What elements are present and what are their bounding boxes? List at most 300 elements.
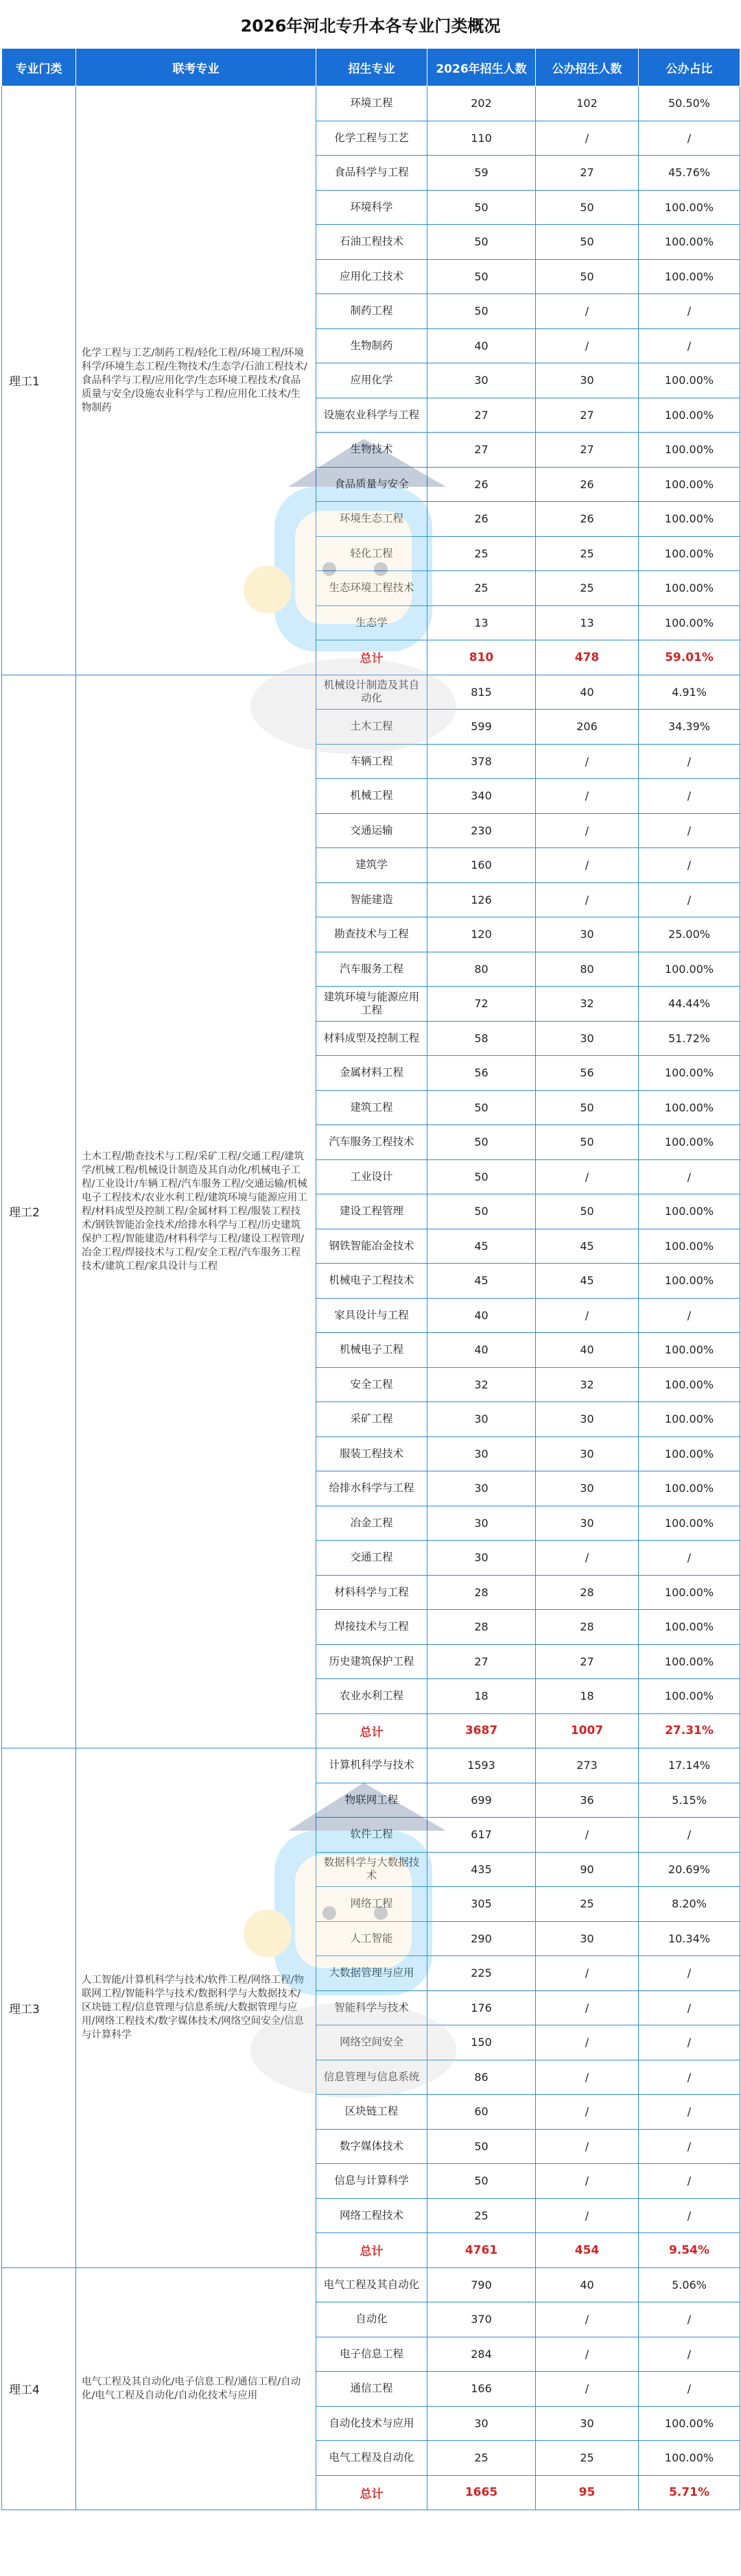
ratio-cell: / bbox=[639, 1990, 740, 2025]
major-cell: 建筑工程 bbox=[316, 1090, 427, 1125]
ratio-cell: 34.39% bbox=[639, 710, 740, 745]
public-cell: 80 bbox=[536, 952, 639, 987]
ratio-cell: 100.00% bbox=[639, 536, 740, 571]
ratio-cell: / bbox=[639, 1541, 740, 1576]
ratio-cell: 100.00% bbox=[639, 1506, 740, 1541]
public-cell: 56 bbox=[536, 1056, 639, 1091]
total-cell: 25 bbox=[427, 2441, 536, 2476]
ratio-cell: 100.00% bbox=[639, 259, 740, 294]
public-cell: 13 bbox=[536, 605, 639, 640]
public-cell: / bbox=[536, 1298, 639, 1333]
major-cell: 冶金工程 bbox=[316, 1506, 427, 1541]
total-cell: 30 bbox=[427, 1436, 536, 1471]
total-cell: 50 bbox=[427, 259, 536, 294]
page-title: 2026年河北专升本各专业门类概况 bbox=[0, 0, 741, 48]
total-cell: 230 bbox=[427, 813, 536, 848]
total-label-cell: 总计 bbox=[316, 1713, 427, 1748]
public-cell: / bbox=[536, 813, 639, 848]
total-cell: 27 bbox=[427, 1644, 536, 1679]
major-cell: 网络工程 bbox=[316, 1887, 427, 1922]
major-cell: 材料成型及控制工程 bbox=[316, 1021, 427, 1056]
total-cell: 86 bbox=[427, 2060, 536, 2095]
total-sum-cell: 3687 bbox=[427, 1713, 536, 1748]
public-cell: 40 bbox=[536, 2267, 639, 2302]
public-cell: 27 bbox=[536, 398, 639, 433]
major-cell: 环境科学 bbox=[316, 190, 427, 225]
ratio-cell: 5.06% bbox=[639, 2267, 740, 2302]
public-cell: 30 bbox=[536, 1921, 639, 1956]
major-cell: 历史建筑保护工程 bbox=[316, 1644, 427, 1679]
total-cell: 28 bbox=[427, 1610, 536, 1645]
total-cell: 176 bbox=[427, 1990, 536, 2025]
public-cell: 25 bbox=[536, 571, 639, 606]
public-cell: 273 bbox=[536, 1748, 639, 1783]
table-row bbox=[2, 86, 740, 121]
total-cell: 30 bbox=[427, 1402, 536, 1437]
major-cell: 服装工程技术 bbox=[316, 1436, 427, 1471]
total-cell: 27 bbox=[427, 398, 536, 433]
ratio-cell: 17.14% bbox=[639, 1748, 740, 1783]
public-cell: 30 bbox=[536, 2406, 639, 2441]
ratio-cell: 100.00% bbox=[639, 1471, 740, 1506]
total-cell: 305 bbox=[427, 1887, 536, 1922]
total-ratio-cell: 27.31% bbox=[639, 1713, 740, 1748]
ratio-cell: 100.00% bbox=[639, 1644, 740, 1679]
public-cell: / bbox=[536, 294, 639, 329]
total-cell: 120 bbox=[427, 917, 536, 952]
total-cell: 26 bbox=[427, 502, 536, 537]
ratio-cell: 100.00% bbox=[639, 467, 740, 502]
major-cell: 轻化工程 bbox=[316, 536, 427, 571]
total-cell: 1593 bbox=[427, 1748, 536, 1783]
total-cell: 225 bbox=[427, 1956, 536, 1991]
major-cell: 工业设计 bbox=[316, 1159, 427, 1194]
total-cell: 50 bbox=[427, 2129, 536, 2164]
total-cell: 150 bbox=[427, 2025, 536, 2060]
total-cell: 58 bbox=[427, 1021, 536, 1056]
major-cell: 软件工程 bbox=[316, 1818, 427, 1853]
total-ratio-cell: 5.71% bbox=[639, 2475, 740, 2510]
total-sum-cell: 4761 bbox=[427, 2233, 536, 2268]
total-public-cell: 95 bbox=[536, 2475, 639, 2510]
table-row bbox=[2, 1748, 740, 1783]
total-cell: 435 bbox=[427, 1852, 536, 1887]
total-cell: 56 bbox=[427, 1056, 536, 1091]
public-cell: / bbox=[536, 2129, 639, 2164]
major-cell: 应用化学 bbox=[316, 363, 427, 398]
major-cell: 给排水科学与工程 bbox=[316, 1471, 427, 1506]
ratio-cell: 8.20% bbox=[639, 1887, 740, 1922]
public-cell: 50 bbox=[536, 1125, 639, 1160]
ratio-cell: / bbox=[639, 328, 740, 363]
ratio-cell: 100.00% bbox=[639, 398, 740, 433]
ratio-cell: 25.00% bbox=[639, 917, 740, 952]
total-cell: 25 bbox=[427, 571, 536, 606]
major-cell: 采矿工程 bbox=[316, 1402, 427, 1437]
total-cell: 110 bbox=[427, 121, 536, 156]
public-cell: / bbox=[536, 882, 639, 917]
public-cell: 30 bbox=[536, 917, 639, 952]
total-cell: 30 bbox=[427, 363, 536, 398]
total-cell: 45 bbox=[427, 1229, 536, 1264]
public-cell: 40 bbox=[536, 675, 639, 710]
ratio-cell: 100.00% bbox=[639, 225, 740, 260]
major-cell: 钢铁智能冶金技术 bbox=[316, 1229, 427, 1264]
major-cell: 汽车服务工程 bbox=[316, 952, 427, 987]
major-cell: 建设工程管理 bbox=[316, 1194, 427, 1229]
major-cell: 石油工程技术 bbox=[316, 225, 427, 260]
major-cell: 农业水利工程 bbox=[316, 1679, 427, 1714]
ratio-cell: / bbox=[639, 2337, 740, 2372]
ratio-cell: 100.00% bbox=[639, 1333, 740, 1368]
public-cell: / bbox=[536, 1990, 639, 2025]
public-cell: 50 bbox=[536, 1194, 639, 1229]
total-cell: 60 bbox=[427, 2095, 536, 2130]
total-label-cell: 总计 bbox=[316, 2475, 427, 2510]
major-cell: 食品科学与工程 bbox=[316, 156, 427, 191]
total-cell: 599 bbox=[427, 710, 536, 745]
total-cell: 45 bbox=[427, 1264, 536, 1299]
major-cell: 区块链工程 bbox=[316, 2095, 427, 2130]
public-cell: 50 bbox=[536, 1090, 639, 1125]
major-cell: 家具设计与工程 bbox=[316, 1298, 427, 1333]
public-cell: 28 bbox=[536, 1575, 639, 1610]
total-cell: 50 bbox=[427, 294, 536, 329]
major-cell: 环境生态工程 bbox=[316, 502, 427, 537]
ratio-cell: 100.00% bbox=[639, 502, 740, 537]
total-cell: 59 bbox=[427, 156, 536, 191]
ratio-cell: 4.91% bbox=[639, 675, 740, 710]
public-cell: / bbox=[536, 2198, 639, 2233]
major-cell: 生物制药 bbox=[316, 328, 427, 363]
public-cell: 30 bbox=[536, 1436, 639, 1471]
ratio-cell: 100.00% bbox=[639, 1367, 740, 1402]
total-sum-cell: 810 bbox=[427, 640, 536, 675]
total-cell: 25 bbox=[427, 2198, 536, 2233]
ratio-cell: 100.00% bbox=[639, 1194, 740, 1229]
assoc-majors-cell: 人工智能/计算机科学与技术/软件工程/网络工程/物联网工程/智能科学与技术/数据科学与大数据技术/区块链工程/信息管理与信息系统/大数据管理与应用/网络工程技术/数字媒体技术/网络空间安全/信息与计算科学 bbox=[76, 1748, 316, 2268]
total-cell: 25 bbox=[427, 536, 536, 571]
public-cell: / bbox=[536, 2060, 639, 2095]
public-cell: 30 bbox=[536, 363, 639, 398]
table-row bbox=[2, 2267, 740, 2302]
public-cell: 32 bbox=[536, 987, 639, 1022]
major-cell: 土木工程 bbox=[316, 710, 427, 745]
total-cell: 50 bbox=[427, 2164, 536, 2199]
public-cell: 27 bbox=[536, 156, 639, 191]
public-cell: 26 bbox=[536, 467, 639, 502]
total-cell: 30 bbox=[427, 2406, 536, 2441]
public-cell: 206 bbox=[536, 710, 639, 745]
major-cell: 信息与计算科学 bbox=[316, 2164, 427, 2199]
public-cell: / bbox=[536, 121, 639, 156]
ratio-cell: 100.00% bbox=[639, 1575, 740, 1610]
major-cell: 机械工程 bbox=[316, 779, 427, 814]
ratio-cell: / bbox=[639, 2372, 740, 2407]
public-cell: 50 bbox=[536, 225, 639, 260]
public-cell: / bbox=[536, 1818, 639, 1853]
public-cell: 102 bbox=[536, 86, 639, 121]
major-cell: 计算机科学与技术 bbox=[316, 1748, 427, 1783]
major-cell: 金属材料工程 bbox=[316, 1056, 427, 1091]
ratio-cell: 20.69% bbox=[639, 1852, 740, 1887]
header-total: 2026年招生人数 bbox=[427, 49, 536, 86]
public-cell: 90 bbox=[536, 1852, 639, 1887]
public-cell: 27 bbox=[536, 1644, 639, 1679]
public-cell: / bbox=[536, 1956, 639, 1991]
ratio-cell: 100.00% bbox=[639, 1436, 740, 1471]
total-ratio-cell: 59.01% bbox=[639, 640, 740, 675]
table-body bbox=[2, 86, 740, 2510]
assoc-majors-cell: 电气工程及其自动化/电子信息工程/通信工程/自动化/电气工程及自动化/自动化技术与应用 bbox=[76, 2267, 316, 2510]
total-cell: 40 bbox=[427, 328, 536, 363]
major-cell: 生物技术 bbox=[316, 433, 427, 468]
total-cell: 340 bbox=[427, 779, 536, 814]
category-cell: 理工4 bbox=[2, 2267, 76, 2510]
ratio-cell: 45.76% bbox=[639, 156, 740, 191]
public-cell: 30 bbox=[536, 1506, 639, 1541]
ratio-cell: / bbox=[639, 882, 740, 917]
public-cell: 30 bbox=[536, 1402, 639, 1437]
ratio-cell: 44.44% bbox=[639, 987, 740, 1022]
major-cell: 自动化技术与应用 bbox=[316, 2406, 427, 2441]
major-cell: 物联网工程 bbox=[316, 1783, 427, 1818]
public-cell: / bbox=[536, 1541, 639, 1576]
public-cell: 50 bbox=[536, 259, 639, 294]
ratio-cell: 100.00% bbox=[639, 605, 740, 640]
ratio-cell: / bbox=[639, 1818, 740, 1853]
major-cell: 机械电子工程 bbox=[316, 1333, 427, 1368]
ratio-cell: 100.00% bbox=[639, 363, 740, 398]
ratio-cell: / bbox=[639, 848, 740, 883]
public-cell: 30 bbox=[536, 1021, 639, 1056]
assoc-majors-cell: 土木工程/勘查技术与工程/采矿工程/交通工程/建筑学/机械工程/机械设计制造及其自动化/机械电子工程/工业设计/车辆工程/汽车服务工程/交通运输/机械电子工程技术/农业水利工程/建筑环境与能源应用工程/材料成型及控制工程/金属材料工程/服装工程技术/钢铁智能冶金技术/给排水科学与工程/历史建筑保护工程/智能建造/材料科学与工程/建设工程管理/冶金工程/焊接技术与工程/安全工程/汽车服务工程技术/建筑工程/家具设计与工程 bbox=[76, 675, 316, 1748]
major-cell: 数据科学与大数据技术 bbox=[316, 1852, 427, 1887]
public-cell: 18 bbox=[536, 1679, 639, 1714]
total-cell: 50 bbox=[427, 190, 536, 225]
ratio-cell: 100.00% bbox=[639, 2441, 740, 2476]
ratio-cell: 100.00% bbox=[639, 2406, 740, 2441]
public-cell: / bbox=[536, 2095, 639, 2130]
total-cell: 28 bbox=[427, 1575, 536, 1610]
ratio-cell: / bbox=[639, 2302, 740, 2337]
major-cell: 安全工程 bbox=[316, 1367, 427, 1402]
total-cell: 378 bbox=[427, 744, 536, 779]
total-cell: 80 bbox=[427, 952, 536, 987]
public-cell: / bbox=[536, 2025, 639, 2060]
total-cell: 160 bbox=[427, 848, 536, 883]
ratio-cell: / bbox=[639, 121, 740, 156]
public-cell: 50 bbox=[536, 190, 639, 225]
ratio-cell: 100.00% bbox=[639, 1229, 740, 1264]
major-cell: 食品质量与安全 bbox=[316, 467, 427, 502]
ratio-cell: / bbox=[639, 1298, 740, 1333]
public-cell: / bbox=[536, 328, 639, 363]
table-row bbox=[2, 675, 740, 710]
major-cell: 环境工程 bbox=[316, 86, 427, 121]
total-cell: 166 bbox=[427, 2372, 536, 2407]
category-cell: 理工2 bbox=[2, 675, 76, 1748]
total-cell: 30 bbox=[427, 1471, 536, 1506]
ratio-cell: / bbox=[639, 2164, 740, 2199]
ratio-cell: / bbox=[639, 813, 740, 848]
major-cell: 机械设计制造及其自动化 bbox=[316, 675, 427, 710]
major-cell: 人工智能 bbox=[316, 1921, 427, 1956]
header-public: 公办招生人数 bbox=[536, 49, 639, 86]
total-cell: 790 bbox=[427, 2267, 536, 2302]
ratio-cell: 100.00% bbox=[639, 1610, 740, 1645]
total-cell: 50 bbox=[427, 1194, 536, 1229]
ratio-cell: / bbox=[639, 294, 740, 329]
major-cell: 通信工程 bbox=[316, 2372, 427, 2407]
ratio-cell: 100.00% bbox=[639, 1125, 740, 1160]
assoc-majors-cell: 化学工程与工艺/制药工程/轻化工程/环境工程/环境科学/环境生态工程/生物技术/生态学/石油工程技术/食品科学与工程/应用化学/生态环境工程技术/食品质量与安全/设施农业科学与工程/应用化工技术/生物制药 bbox=[76, 86, 316, 675]
ratio-cell: 10.34% bbox=[639, 1921, 740, 1956]
major-cell: 生态环境工程技术 bbox=[316, 571, 427, 606]
ratio-cell: 100.00% bbox=[639, 1679, 740, 1714]
ratio-cell: / bbox=[639, 2060, 740, 2095]
total-cell: 30 bbox=[427, 1541, 536, 1576]
ratio-cell: 100.00% bbox=[639, 433, 740, 468]
total-cell: 126 bbox=[427, 882, 536, 917]
major-cell: 化学工程与工艺 bbox=[316, 121, 427, 156]
public-cell: / bbox=[536, 2372, 639, 2407]
total-public-cell: 1007 bbox=[536, 1713, 639, 1748]
total-cell: 40 bbox=[427, 1298, 536, 1333]
total-cell: 72 bbox=[427, 987, 536, 1022]
header-category: 专业门类 bbox=[2, 49, 76, 86]
total-cell: 290 bbox=[427, 1921, 536, 1956]
ratio-cell: / bbox=[639, 2129, 740, 2164]
major-cell: 交通运输 bbox=[316, 813, 427, 848]
public-cell: / bbox=[536, 2164, 639, 2199]
major-cell: 建筑学 bbox=[316, 848, 427, 883]
major-cell: 制药工程 bbox=[316, 294, 427, 329]
public-cell: 32 bbox=[536, 1367, 639, 1402]
total-cell: 13 bbox=[427, 605, 536, 640]
ratio-cell: 100.00% bbox=[639, 1090, 740, 1125]
total-cell: 50 bbox=[427, 1159, 536, 1194]
public-cell: / bbox=[536, 1159, 639, 1194]
majors-table bbox=[1, 48, 740, 2510]
header-major: 招生专业 bbox=[316, 49, 427, 86]
major-cell: 电气工程及自动化 bbox=[316, 2441, 427, 2476]
ratio-cell: 100.00% bbox=[639, 571, 740, 606]
major-cell: 交通工程 bbox=[316, 1541, 427, 1576]
major-cell: 智能建造 bbox=[316, 882, 427, 917]
public-cell: 30 bbox=[536, 1471, 639, 1506]
major-cell: 设施农业科学与工程 bbox=[316, 398, 427, 433]
major-cell: 材料科学与工程 bbox=[316, 1575, 427, 1610]
public-cell: / bbox=[536, 744, 639, 779]
ratio-cell: 100.00% bbox=[639, 1264, 740, 1299]
major-cell: 勘查技术与工程 bbox=[316, 917, 427, 952]
ratio-cell: / bbox=[639, 2025, 740, 2060]
ratio-cell: 51.72% bbox=[639, 1021, 740, 1056]
total-cell: 30 bbox=[427, 1506, 536, 1541]
total-cell: 202 bbox=[427, 86, 536, 121]
major-cell: 车辆工程 bbox=[316, 744, 427, 779]
total-cell: 815 bbox=[427, 675, 536, 710]
public-cell: 25 bbox=[536, 1887, 639, 1922]
major-cell: 生态学 bbox=[316, 605, 427, 640]
total-label-cell: 总计 bbox=[316, 2233, 427, 2268]
total-cell: 617 bbox=[427, 1818, 536, 1853]
total-cell: 18 bbox=[427, 1679, 536, 1714]
major-cell: 建筑环境与能源应用工程 bbox=[316, 987, 427, 1022]
major-cell: 数字媒体技术 bbox=[316, 2129, 427, 2164]
total-cell: 26 bbox=[427, 467, 536, 502]
major-cell: 自动化 bbox=[316, 2302, 427, 2337]
total-cell: 40 bbox=[427, 1333, 536, 1368]
public-cell: / bbox=[536, 2302, 639, 2337]
public-cell: / bbox=[536, 779, 639, 814]
major-cell: 汽车服务工程技术 bbox=[316, 1125, 427, 1160]
major-cell: 焊接技术与工程 bbox=[316, 1610, 427, 1645]
ratio-cell: / bbox=[639, 744, 740, 779]
major-cell: 应用化工技术 bbox=[316, 259, 427, 294]
major-cell: 智能科学与技术 bbox=[316, 1990, 427, 2025]
total-cell: 50 bbox=[427, 1125, 536, 1160]
public-cell: 45 bbox=[536, 1264, 639, 1299]
ratio-cell: 50.50% bbox=[639, 86, 740, 121]
total-cell: 27 bbox=[427, 433, 536, 468]
public-cell: 28 bbox=[536, 1610, 639, 1645]
total-ratio-cell: 9.54% bbox=[639, 2233, 740, 2268]
major-cell: 网络工程技术 bbox=[316, 2198, 427, 2233]
major-cell: 大数据管理与应用 bbox=[316, 1956, 427, 1991]
major-cell: 电子信息工程 bbox=[316, 2337, 427, 2372]
ratio-cell: 100.00% bbox=[639, 190, 740, 225]
total-cell: 50 bbox=[427, 1090, 536, 1125]
ratio-cell: 100.00% bbox=[639, 1056, 740, 1091]
total-public-cell: 454 bbox=[536, 2233, 639, 2268]
ratio-cell: 100.00% bbox=[639, 952, 740, 987]
ratio-cell: / bbox=[639, 1159, 740, 1194]
ratio-cell: 100.00% bbox=[639, 1402, 740, 1437]
ratio-cell: / bbox=[639, 2198, 740, 2233]
category-cell: 理工1 bbox=[2, 86, 76, 675]
public-cell: 45 bbox=[536, 1229, 639, 1264]
total-cell: 699 bbox=[427, 1783, 536, 1818]
ratio-cell: / bbox=[639, 2095, 740, 2130]
public-cell: 25 bbox=[536, 2441, 639, 2476]
ratio-cell: / bbox=[639, 1956, 740, 1991]
ratio-cell: 5.15% bbox=[639, 1783, 740, 1818]
major-cell: 网络空间安全 bbox=[316, 2025, 427, 2060]
total-cell: 370 bbox=[427, 2302, 536, 2337]
category-cell: 理工3 bbox=[2, 1748, 76, 2268]
major-cell: 信息管理与信息系统 bbox=[316, 2060, 427, 2095]
public-cell: 26 bbox=[536, 502, 639, 537]
public-cell: / bbox=[536, 2337, 639, 2372]
total-public-cell: 478 bbox=[536, 640, 639, 675]
header-assoc: 联考专业 bbox=[76, 49, 316, 86]
total-label-cell: 总计 bbox=[316, 640, 427, 675]
ratio-cell: / bbox=[639, 779, 740, 814]
public-cell: / bbox=[536, 848, 639, 883]
total-sum-cell: 1665 bbox=[427, 2475, 536, 2510]
public-cell: 40 bbox=[536, 1333, 639, 1368]
public-cell: 25 bbox=[536, 536, 639, 571]
header-ratio: 公办占比 bbox=[639, 49, 740, 86]
total-cell: 284 bbox=[427, 2337, 536, 2372]
public-cell: 27 bbox=[536, 433, 639, 468]
total-cell: 50 bbox=[427, 225, 536, 260]
total-cell: 32 bbox=[427, 1367, 536, 1402]
major-cell: 机械电子工程技术 bbox=[316, 1264, 427, 1299]
public-cell: 36 bbox=[536, 1783, 639, 1818]
